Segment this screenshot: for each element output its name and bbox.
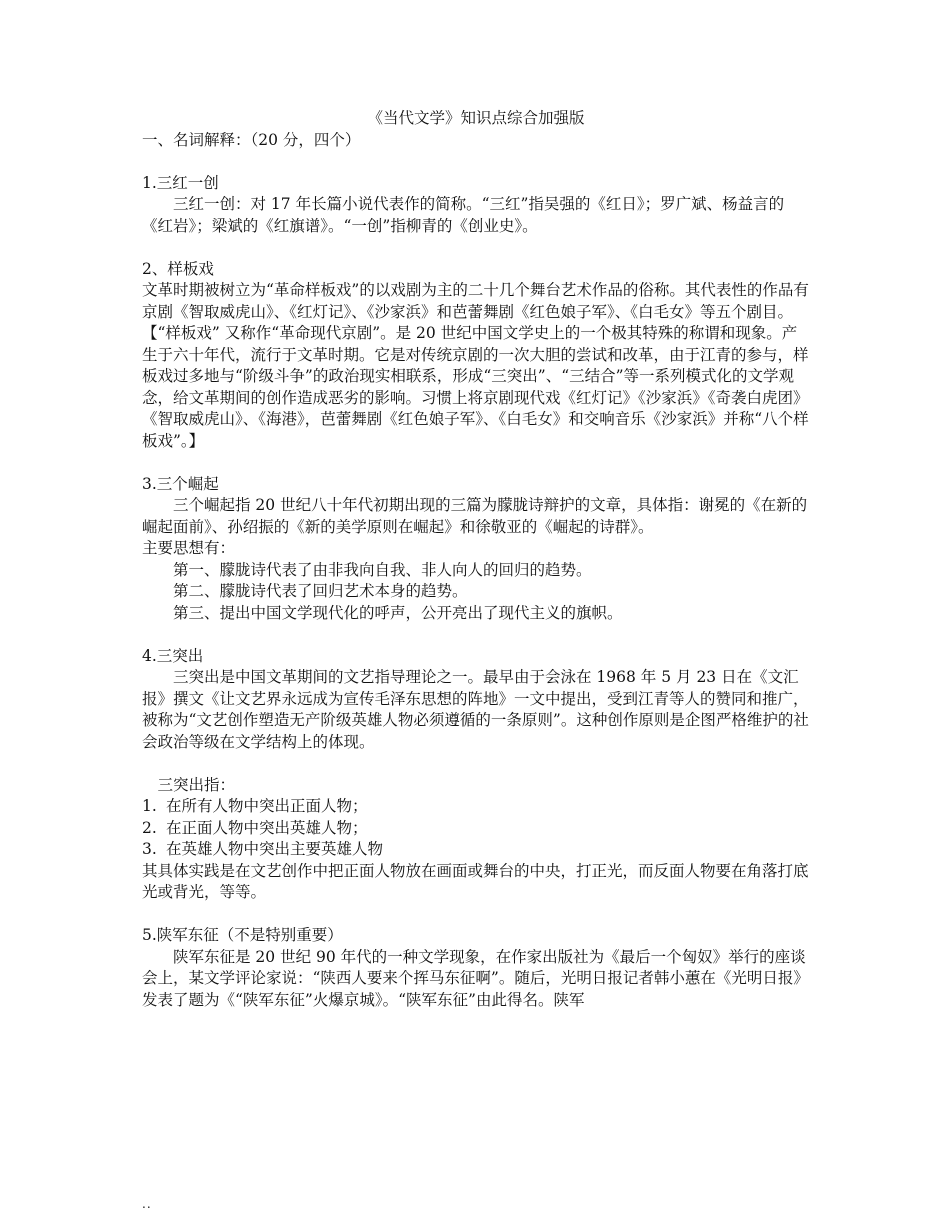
point-text: 在英雄人物中突出主要英雄人物 xyxy=(166,840,384,858)
points-label: 三突出指： xyxy=(157,775,236,794)
item-note-2: 【“样板戏” 又称作“革命现代京剧”。是 20 世纪中国文学史上的一个极其特殊的称谓和现象。产生于六十年代，流行于文革时期。它是对传统京剧的一次大胆的尝试和改革，由于江青的参与，样板戏过多地与“阶级斗争”的政治现实相联系，形成“三突出”、“三结合”等一系列模式化的文学观念，给文革期间的创作造成恶劣的影响。习惯上将京剧现代戏《红灯记》《沙家浜》《奇袭白虎团》《智取威虎山》、《海港》，芭蕾舞剧《红色娘子军》、《白毛女》和交响音乐《沙家浜》并称“八个样板戏”。】 xyxy=(142,324,809,450)
idea-item: 第三、提出中国文学现代化的呼声，公开亮出了现代主义的旗帜。 xyxy=(173,603,623,622)
item-heading-5: 5.陕军东征（不是特别重要） xyxy=(142,926,343,944)
item-paragraph-3: 三个崛起指 20 世纪八十年代初期出现的三篇为朦胧诗辩护的文章，具体指：谢冕的《在新的崛起面前》、孙绍振的《新的美学原则在崛起》和徐敬亚的《崛起的诗群》。 xyxy=(142,496,808,536)
point-item xyxy=(142,818,810,840)
point-number: 1. xyxy=(142,797,157,815)
item-heading-1: 1.三红一创 xyxy=(142,173,219,192)
idea-item: 第二、朦胧诗代表了回归艺术本身的趋势。 xyxy=(173,582,468,600)
item-heading-3: 3.三个崛起 xyxy=(142,474,219,493)
document-page xyxy=(142,108,810,1011)
item-heading-2: 2、样板戏 xyxy=(142,259,214,278)
point-text: 在正面人物中突出英雄人物； xyxy=(166,818,368,837)
item-paragraph-1: 三红一创：对 17 年长篇小说代表作的简称。“三红”指吴强的《红日》；罗广斌、杨益言的《红岩》；梁斌的《红旗谱》。“一创”指柳青的《创业史》。 xyxy=(142,195,785,235)
practice-paragraph: 其具体实践是在文艺创作中把正面人物放在画面或舞台的中央，打正光，而反面人物要在角落打底光或背光，等等。 xyxy=(142,861,809,901)
section-heading: 一、名词解释：（20 分，四个） xyxy=(142,130,361,149)
point-item xyxy=(142,839,810,861)
item-paragraph-4: 三突出是中国文革期间的文艺指导理论之一。最早由于会泳在 1968 年 5 月 23 日在《文汇报》撰文《让文艺界永远成为宣传毛泽东思想的阵地》一文中提出，受到江青等人的赞同和推广，被称为“文艺创作塑造无产阶级英雄人物必须遵循的一条原则”。这种创作原则是企图严格维护的社会政治等级在文学结构上的体现。 xyxy=(142,668,809,751)
point-number: 3. xyxy=(142,840,157,858)
ideas-label: 主要思想有： xyxy=(142,539,236,557)
point-item xyxy=(142,796,810,818)
point-number: 2. xyxy=(142,818,157,837)
idea-item: 第一、朦胧诗代表了由非我向自我、非人向人的回归的趋势。 xyxy=(173,560,592,579)
item-heading-4: 4.三突出 xyxy=(142,646,204,665)
footer-marker: .. xyxy=(142,1197,152,1211)
item-paragraph-2: 文革时期被树立为“革命样板戏”的以戏剧为主的二十几个舞台艺术作品的俗称。其代表性的作品有京剧《智取威虎山》、《红灯记》、《沙家浜》和芭蕾舞剧《红色娘子军》、《白毛女》等五个剧目。 xyxy=(142,281,809,321)
point-text: 在所有人物中突出正面人物； xyxy=(166,797,368,815)
item-paragraph-5: 陕军东征是 20 世纪 90 年代的一种文学现象，在作家出版社为《最后一个匈奴》举行的座谈会上，某文学评论家说：“陕西人要来个挥马东征啊”。随后，光明日报记者韩小蕙在《光明日报》发表了题为《“陕军东征”火爆京城》。“陕军东征”由此得名。陕军 xyxy=(142,947,809,1009)
document-title: 《当代文学》知识点综合加强版 xyxy=(367,109,585,127)
